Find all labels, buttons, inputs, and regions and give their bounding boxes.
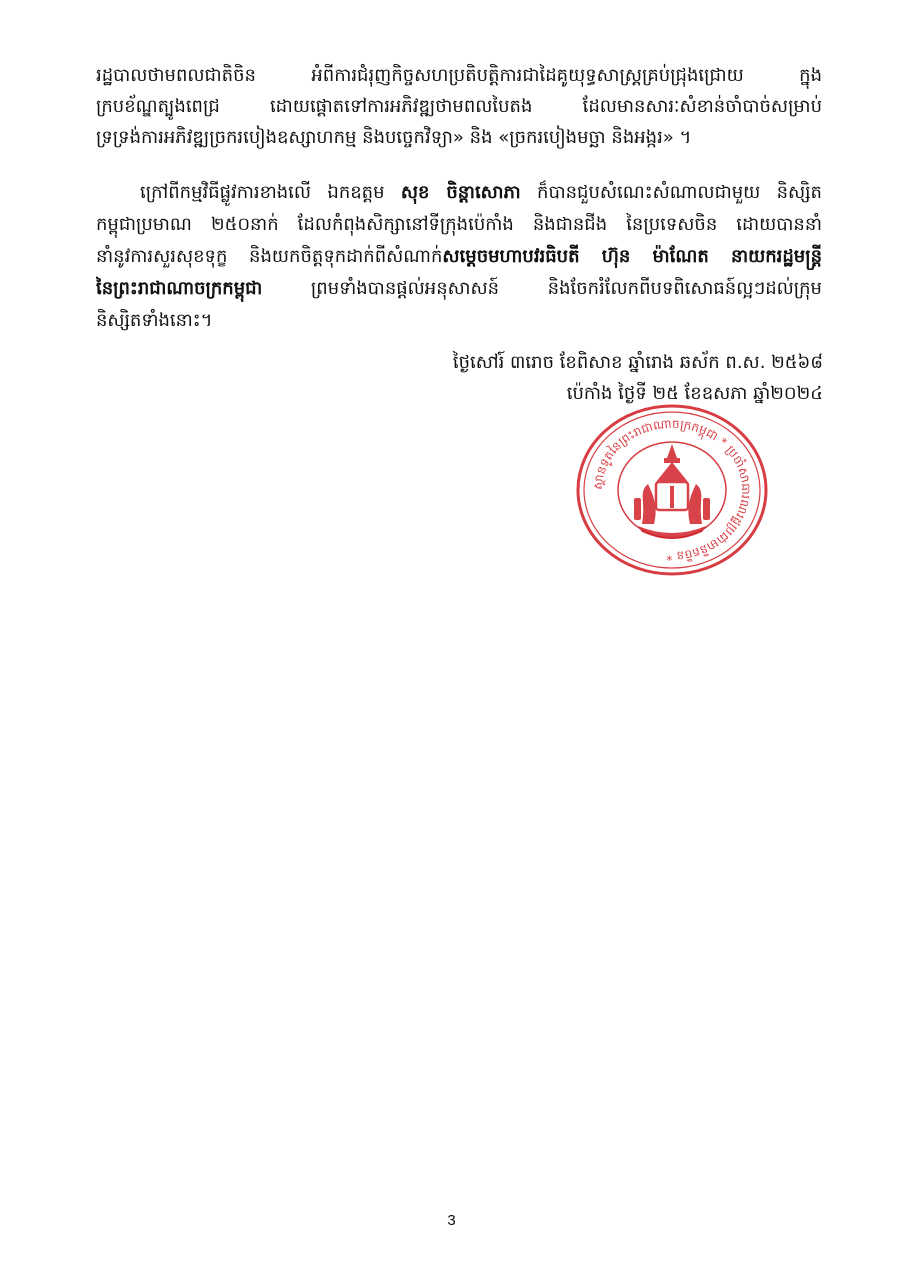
paragraph-1-line-2: ក្របខ័ណ្ឌត្បូងពេជ្រ ដោយផ្តោតទៅការអភិវឌ្ឍថាមពលបៃតង ដែលមានសារៈសំខាន់ចាំបាច់សម្រាប់: [96, 96, 822, 117]
paragraph-2-text: ក្រៅពីកម្មវិធីផ្លូវការខាងលើ ឯកឧត្តម: [140, 182, 401, 203]
date-lunar: ថ្ងៃសៅរ៍ ៣រោច ខែពិសាខ ឆ្នាំរោង ឆស័ក ព.ស. ២៥៦៨: [452, 352, 823, 373]
official-name: សុខ ចិន្តាសោភា: [400, 182, 521, 203]
date-place: ប៉េកាំង ថ្ងៃទី ២៥ ខែឧសភា ឆ្នាំ២០២៤: [566, 383, 823, 404]
paragraph-2-line-4: [96, 276, 822, 302]
seal-ring-text-path: ស្ថានទូតនៃព្រះរាជាណាចក្រកម្ពុជា * ប្រចាំសាធារណរដ្ឋប្រជាមានិតចិន *: [590, 416, 754, 564]
paragraph-2-text: ព្រមទាំងបានផ្តល់អនុសាសន៍ និងចែករំលែកពីបទពិសោធន៍ល្អៗដល់ក្រុម: [262, 278, 822, 299]
paragraph-2-text: នាំនូវការសួរសុខទុក្ខ និងយកចិត្តទុកដាក់ពីសំណាក់: [96, 246, 443, 267]
paragraph-2-line-2: កម្ពុជាប្រមាណ ២៥០នាក់ ដែលកំពុងសិក្សានៅទីក្រុងប៉េកាំង និងជានជីង នៃប្រទេសចិន ដោយបាននាំ: [96, 214, 822, 235]
kingdom-name: នៃព្រះរាជាណាចក្រកម្ពុជា: [96, 278, 263, 299]
page-number: 3: [447, 1212, 456, 1229]
paragraph-1-line-3: ទ្រទ្រង់ការអភិវឌ្ឍច្រករបៀងឧស្សាហកម្ម និងបច្ចេកវិទ្យា» និង «ច្រករបៀងមច្ឆា និងអង្ករ» ។: [96, 127, 692, 148]
prime-minister-name: សម្តេចមហាបវរធិបតី ហ៊ុន ម៉ាណែត នាយករដ្ឋមន្ត្រី: [442, 246, 822, 267]
paragraph-2-line-5: និស្សិតទាំងនោះ។: [96, 310, 213, 331]
paragraph-1-line-1: រដ្ឋបាលថាមពលជាតិចិន អំពីការជំរុញកិច្ចសហប្រតិបត្តិការជាដៃគូយុទ្ធសាស្ត្រគ្រប់ជ្រុងជ្រោយ ក្នុង: [96, 65, 822, 86]
coat-of-arms-icon: [634, 444, 710, 539]
paragraph-2-line-3: [96, 244, 822, 270]
paragraph-2-text: ក៏បានជួបសំណេះសំណាលជាមួយ និស្សិត: [520, 182, 822, 203]
embassy-seal: [572, 400, 772, 580]
paragraph-2-line-1: [140, 180, 822, 206]
